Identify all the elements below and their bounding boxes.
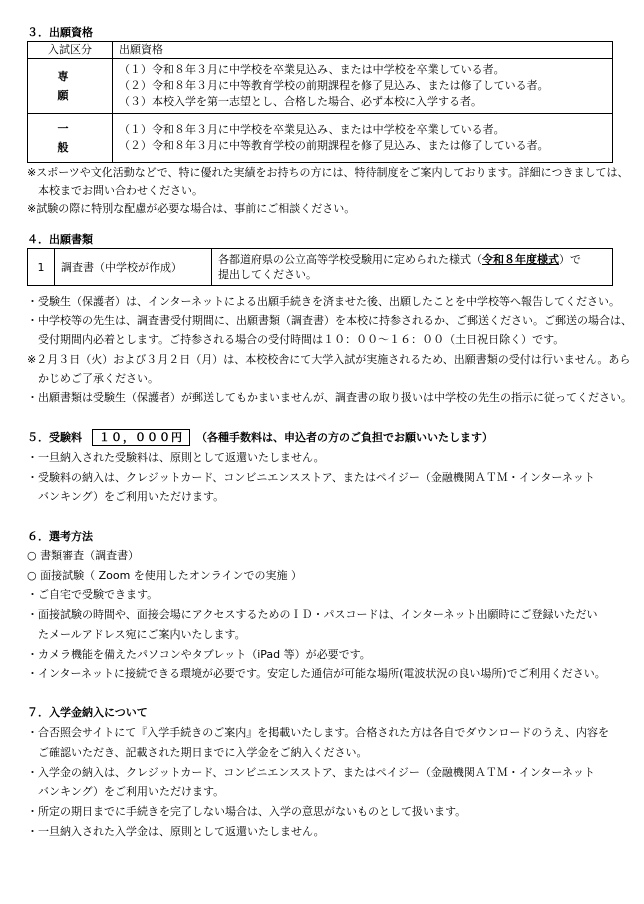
bullet-line: ・インターネットに接続できる環境が必要です。安定した通信が可能な場所(電波状況の良い場所)でご利用ください。 [27, 667, 606, 680]
doc-number: 1 [28, 249, 55, 286]
section-5-row [27, 428, 493, 447]
doc-desc-text: 各都道府県の公立高等学校受験用に定められた様式（ [218, 253, 482, 266]
bullet-line: ・ご自宅で受験できます。 [27, 588, 159, 601]
bullet-line: かじめご了承ください。 [27, 372, 159, 385]
bullet-line: ・受験料の納入は、クレジットカード、コンビニエンスストア、またはペイジー（金融機関ＡＴＭ・インターネット [27, 471, 595, 484]
bullet-line: たメールアドレス宛にご案内いたします。 [27, 628, 246, 641]
bullet-line: ・所定の期日までに手続きを完了しない場合は、入学の意思がないものとして扱います。 [27, 805, 467, 818]
bullet-line: ・出願書類は受験生（保護者）が郵送してもかまいませんが、調査書の取り扱いは中学校の先生の指示に従ってください。 [27, 391, 632, 404]
category-cell: 専 願 [28, 59, 113, 114]
table-header-row [28, 42, 613, 59]
qualification-item: （２）令和８年３月に中等教育学校の前期課程を修了見込み、または修了している者。 [119, 139, 549, 152]
bullet-line: ・一旦納入された入学金は、原則として返還いたしません。 [27, 825, 325, 838]
header-cell: 入試区分 [28, 42, 113, 59]
doc-name: 調査書（中学校が作成） [55, 249, 212, 286]
qualification-item: （２）令和８年３月に中等教育学校の前期課程を修了見込み、または修了している者。 [119, 79, 549, 92]
section-4-heading: ４．出願書類 [27, 233, 93, 246]
bullet-line: ご確認いただき、記載された期日までに入学金をご納入ください。 [27, 746, 368, 759]
bullet-line: バンキング）をご利用いただけます。 [27, 490, 225, 503]
doc-desc-underlined: 令和８年度様式 [482, 253, 559, 266]
bullet-line: ・中学校等の先生は、調査書受付期間に、出願書類（調査書）を本校に持参されるか、ご郵送ください。ご郵送の場合は、 [27, 314, 632, 327]
bullet-line: 受付期間内必着とします。ご持参される場合の受付時間は１０：００～１６：００（土日祝日除く）です。 [27, 333, 565, 346]
table-row [28, 114, 613, 163]
qualification-item: （１）令和８年３月に中学校を卒業見込み、または中学校を卒業している者。 [119, 63, 505, 76]
qualification-item: （１）令和８年３月に中学校を卒業見込み、または中学校を卒業している者。 [119, 123, 505, 136]
bullet-line: ・一旦納入された受験料は、原則として返還いたしません。 [27, 451, 325, 464]
table-row [28, 59, 613, 114]
doc-description [212, 249, 613, 286]
bullet-line: ※２月３日（火）および３月２日（月）は、本校校舎にて大学入試が実施されるため、出願書類の受付は行いません。あら [27, 353, 631, 366]
fee-amount: １０，０００円 [92, 429, 190, 446]
category-cell: 一 般 [28, 114, 113, 163]
bullet-line: ・カメラ機能を備えたパソコンやタブレット（iPad 等）が必要です。 [27, 648, 371, 661]
note-line: ※試験の際に特別な配慮が必要な場合は、事前にご相談ください。 [27, 202, 356, 215]
qualification-item: （３）本校入学を第一志望とし、合格した場合、必ず本校に入学する者。 [119, 95, 482, 108]
bullet-line: ・面接試験の時間や、面接会場にアクセスするためのＩＤ・パスコードは、インターネット出願時にご登録いただい [27, 608, 598, 621]
section-5-heading: ５．受験料 [27, 431, 82, 444]
qualification-cell [113, 59, 613, 114]
method-item: ○ 書類審査（調査書） [27, 549, 140, 562]
doc-desc-text: 提出してください。 [218, 268, 317, 281]
eligibility-table [27, 41, 613, 163]
section-6-heading: ６．選考方法 [27, 530, 93, 543]
note-line: ※スポーツや文化活動などで、特に優れた実績をお持ちの方には、特待制度をご案内しております。詳細につきましては、 [27, 166, 629, 179]
section-7-heading: ７．入学金納入について [27, 706, 148, 719]
note-line: 本校までお問い合わせください。 [27, 184, 203, 197]
method-item: ○ 面接試験（ Zoom を使用したオンラインでの実施 ） [27, 569, 302, 582]
bullet-line: バンキング）をご利用いただけます。 [27, 785, 225, 798]
bullet-line: ・合否照会サイトにて『入学手続きのご案内』を掲載いたします。合格された方は各自でダウンロードのうえ、内容を [27, 726, 610, 739]
bullet-line: ・受験生（保護者）は、インターネットによる出願手続きを済ませた後、出願したことを中学校等へ報告してください。 [27, 295, 621, 308]
bullet-line: ・入学金の納入は、クレジットカード、コンビニエンスストア、またはペイジー（金融機関ＡＴＭ・インターネット [27, 766, 595, 779]
table-row [28, 249, 613, 286]
doc-desc-text: ）で [559, 253, 581, 266]
fee-note: （各種手数料は、申込者の方のご負担でお願いいたします） [196, 431, 493, 444]
section-3-heading: ３．出願資格 [27, 26, 93, 39]
header-cell: 出願資格 [113, 42, 613, 59]
documents-table [27, 248, 613, 286]
qualification-cell [113, 114, 613, 163]
